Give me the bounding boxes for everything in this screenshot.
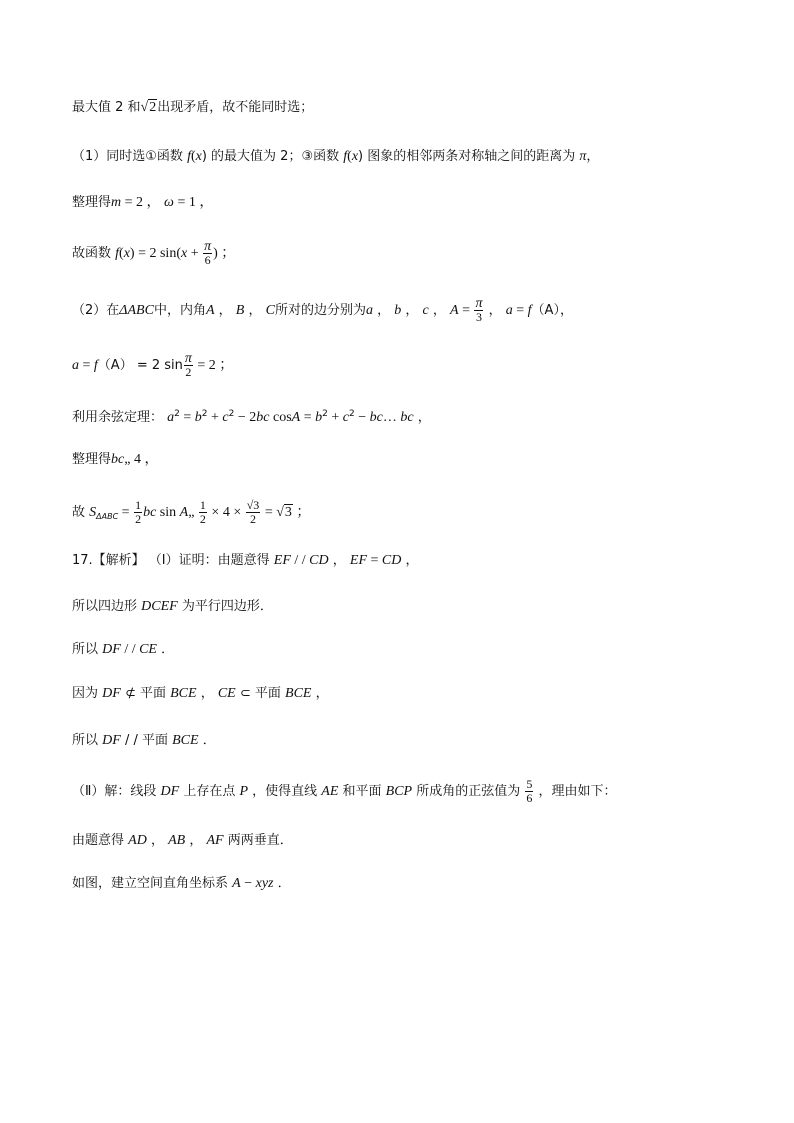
math-text: ) = 2 sin( — [129, 246, 181, 261]
text: 由题意得 — [72, 833, 129, 848]
text-line-12 — [72, 640, 174, 660]
text: 如图，建立空间直角坐标系 — [72, 876, 233, 891]
math-var: a — [167, 410, 175, 425]
math-var: c — [422, 303, 429, 318]
fraction-pi-2 — [184, 352, 193, 379]
text: ， — [428, 303, 450, 318]
math-var: π — [579, 149, 587, 164]
math-var: c — [222, 410, 229, 425]
math-text: = — [118, 505, 134, 520]
fraction-pi-6 — [203, 240, 212, 267]
text: 中，内角 — [153, 303, 206, 318]
text-line-3 — [72, 193, 213, 213]
denominator: 2 — [199, 512, 206, 526]
text: （A）， — [531, 303, 573, 318]
math-var: EF — [273, 553, 291, 568]
math-var: DF — [102, 642, 121, 657]
math-paren: ( — [119, 246, 124, 261]
math-var: b — [315, 410, 323, 425]
math-text: = — [179, 410, 195, 425]
text: （A） = 2 sin — [97, 358, 183, 373]
text: 故函数 — [72, 246, 116, 261]
math-var: AB — [168, 833, 186, 848]
text: ， — [146, 833, 169, 848]
math-var: a — [505, 303, 513, 318]
numerator: π — [204, 239, 212, 254]
text: （1）同时选①函数 — [72, 149, 188, 164]
math-var: BCP — [385, 784, 413, 799]
denominator: 3 — [475, 310, 482, 324]
text-line-9 — [72, 499, 310, 527]
math-var: x — [123, 246, 130, 261]
text-line-2 — [72, 147, 599, 167]
math-var: a — [72, 358, 79, 373]
radical-sign: √ — [140, 100, 149, 115]
math-var: f — [93, 358, 98, 373]
math-text: = 2 ， — [121, 195, 165, 210]
fraction-1-2 — [199, 499, 207, 526]
math-text: ； — [292, 505, 311, 520]
math-var: A — [450, 303, 459, 318]
math-paren: ( — [347, 149, 352, 164]
numerator: π — [184, 351, 192, 366]
math-paren: ( — [190, 149, 196, 164]
text: 整理得 — [72, 195, 112, 210]
math-var: A — [232, 876, 241, 891]
text: ． — [198, 733, 216, 748]
math-text: cos — [269, 410, 292, 425]
superscript: 2 — [174, 409, 180, 419]
fraction-1-2 — [134, 499, 142, 526]
denominator: 2 — [250, 512, 257, 526]
text-line-8 — [72, 450, 158, 470]
text: 利用余弦定理： — [72, 410, 168, 425]
math-var: bc — [111, 452, 125, 467]
math-var: a — [365, 303, 373, 318]
superscript: 2 — [322, 409, 328, 419]
math-var: ΔABC — [119, 303, 154, 318]
text-line-15 — [72, 778, 617, 805]
text-line-10 — [72, 551, 419, 571]
text: 为平行四边形． — [177, 599, 273, 614]
text: 所成角的正弦值为 — [412, 784, 525, 799]
numerator: π — [475, 296, 483, 311]
text-line-7 — [72, 404, 431, 428]
text-line-11 — [72, 597, 273, 617]
section-heading: 17.【解析】 （Ⅰ）证明：由题意得 — [72, 553, 274, 568]
numerator: 5 — [526, 777, 533, 791]
radical-sign: √ — [276, 505, 284, 520]
text: ， — [586, 149, 600, 164]
text: （Ⅱ）解：线段 — [72, 784, 161, 799]
math-var: x — [195, 149, 202, 164]
math-var: BCE — [172, 733, 199, 748]
text: ， — [214, 303, 236, 318]
numerator: 1 — [135, 498, 142, 512]
denominator: 6 — [204, 253, 211, 267]
text-line-6 — [72, 352, 233, 379]
text: 出现矛盾，故不能同时选； — [157, 100, 314, 115]
math-text: = — [300, 410, 316, 425]
text: 和平面 — [338, 784, 386, 799]
text: ， — [484, 303, 506, 318]
math-text: + — [327, 410, 343, 425]
text: ， — [401, 303, 423, 318]
text: 所对的边分别为 — [274, 303, 366, 318]
text-line-17 — [72, 874, 291, 894]
math-text: / / — [120, 642, 140, 657]
text-line-13 — [72, 684, 329, 704]
math-var: xyz — [255, 876, 274, 891]
math-var: x — [180, 246, 188, 261]
text-line-1 — [72, 98, 313, 118]
text: ， — [372, 303, 395, 318]
math-var: f — [343, 149, 348, 164]
denominator: 6 — [526, 791, 533, 805]
math-text: = — [458, 303, 474, 318]
math-text: sin — [156, 505, 180, 520]
math-text: × 4 × — [207, 505, 245, 520]
math-var: BCE — [170, 686, 197, 701]
text: ) 的最大值为 2；③函数 — [201, 149, 344, 164]
math-var: b — [394, 303, 402, 318]
text: ． — [156, 642, 175, 657]
math-var: f — [527, 303, 532, 318]
math-text: − — [354, 410, 370, 425]
math-text: / / — [290, 553, 310, 568]
math-var: CE — [139, 642, 157, 657]
math-var: C — [265, 303, 275, 318]
math-text: … — [382, 410, 401, 425]
text: ， — [244, 303, 266, 318]
superscript: 2 — [201, 409, 208, 419]
math-text: − 2 — [234, 410, 257, 425]
math-var: DF — [160, 784, 180, 799]
text-line-14 — [72, 731, 216, 751]
text: ⊄ 平面 — [120, 686, 171, 701]
math-var: f — [115, 246, 120, 261]
math-var: EF — [349, 553, 367, 568]
math-text: − — [240, 876, 256, 891]
math-text: + — [207, 410, 223, 425]
math-text: = 2 ； — [193, 358, 234, 373]
text: 上存在点 — [179, 784, 240, 799]
text: ， — [328, 553, 350, 568]
text: ， — [401, 553, 419, 568]
math-text: + — [187, 246, 203, 261]
denominator: 2 — [135, 512, 142, 526]
math-var: ω — [164, 195, 174, 210]
math-text: ) ； — [213, 246, 236, 261]
math-var: P — [239, 784, 249, 799]
math-var: S — [89, 505, 97, 520]
math-text: „ 4 ， — [124, 452, 159, 467]
math-text: = — [367, 553, 382, 568]
radicand: 3 — [284, 505, 292, 520]
text: 所以 — [72, 642, 103, 657]
text: 故 — [72, 505, 90, 520]
math-var: A — [291, 410, 301, 425]
text: ． — [273, 876, 291, 891]
text: ，使得直线 — [248, 784, 322, 799]
math-var: A — [205, 303, 215, 318]
text: 整理得 — [72, 452, 112, 467]
text-line-4 — [72, 240, 235, 267]
math-var: DF — [102, 733, 121, 748]
text: ， — [413, 410, 431, 425]
math-var: x — [351, 149, 359, 164]
text: 因为 — [72, 686, 103, 701]
subscript: ΔABC — [96, 512, 119, 521]
fraction-5-6 — [525, 778, 533, 805]
text: / / 平面 — [120, 733, 173, 748]
text: ⊂ 平面 — [235, 686, 286, 701]
math-var: CD — [381, 553, 402, 568]
math-var: bc — [256, 410, 270, 425]
sqrt-2 — [141, 99, 158, 115]
text: 最大值 2 和 — [72, 100, 141, 115]
superscript: 2 — [228, 409, 235, 419]
math-var: B — [235, 303, 245, 318]
math-var: AE — [321, 784, 339, 799]
math-var: c — [342, 410, 349, 425]
math-text: = 1 ， — [173, 195, 214, 210]
text: （2）在 — [72, 303, 120, 318]
math-text: = — [79, 358, 94, 373]
text: ，理由如下： — [534, 784, 617, 799]
numerator: 1 — [199, 498, 206, 512]
math-var: BCE — [285, 686, 312, 701]
fraction-pi-3 — [474, 297, 483, 324]
math-text: = — [512, 303, 528, 318]
math-var: m — [111, 195, 122, 210]
numerator: √3 — [246, 498, 260, 512]
fraction-sqrt3-2 — [246, 499, 261, 526]
math-var: bc — [400, 410, 414, 425]
sqrt-3 — [276, 504, 293, 520]
text: ， — [196, 686, 218, 701]
superscript: 2 — [349, 409, 355, 419]
math-var: AF — [206, 833, 224, 848]
text-line-5 — [72, 297, 573, 324]
math-var: AD — [128, 833, 147, 848]
math-var: f — [187, 149, 191, 164]
denominator: 2 — [185, 365, 192, 379]
math-var: bc — [369, 410, 383, 425]
text-line-16 — [72, 831, 293, 851]
math-text: = — [261, 505, 277, 520]
math-var: CD — [309, 553, 329, 568]
text: 所以 — [72, 733, 103, 748]
math-var: b — [194, 410, 202, 425]
math-var: DF — [102, 686, 121, 701]
math-var: A — [179, 505, 189, 520]
text: ) 图象的相邻两条对称轴之间的距离为 — [358, 149, 580, 164]
math-text: „ — [188, 505, 198, 520]
math-var: CE — [217, 686, 236, 701]
text: ， — [185, 833, 207, 848]
math-var: bc — [143, 505, 157, 520]
radicand: 2 — [149, 100, 157, 115]
text: ， — [311, 686, 329, 701]
math-var: DCEF — [141, 599, 178, 614]
text: 所以四边形 — [72, 599, 142, 614]
text: 两两垂直． — [223, 833, 293, 848]
